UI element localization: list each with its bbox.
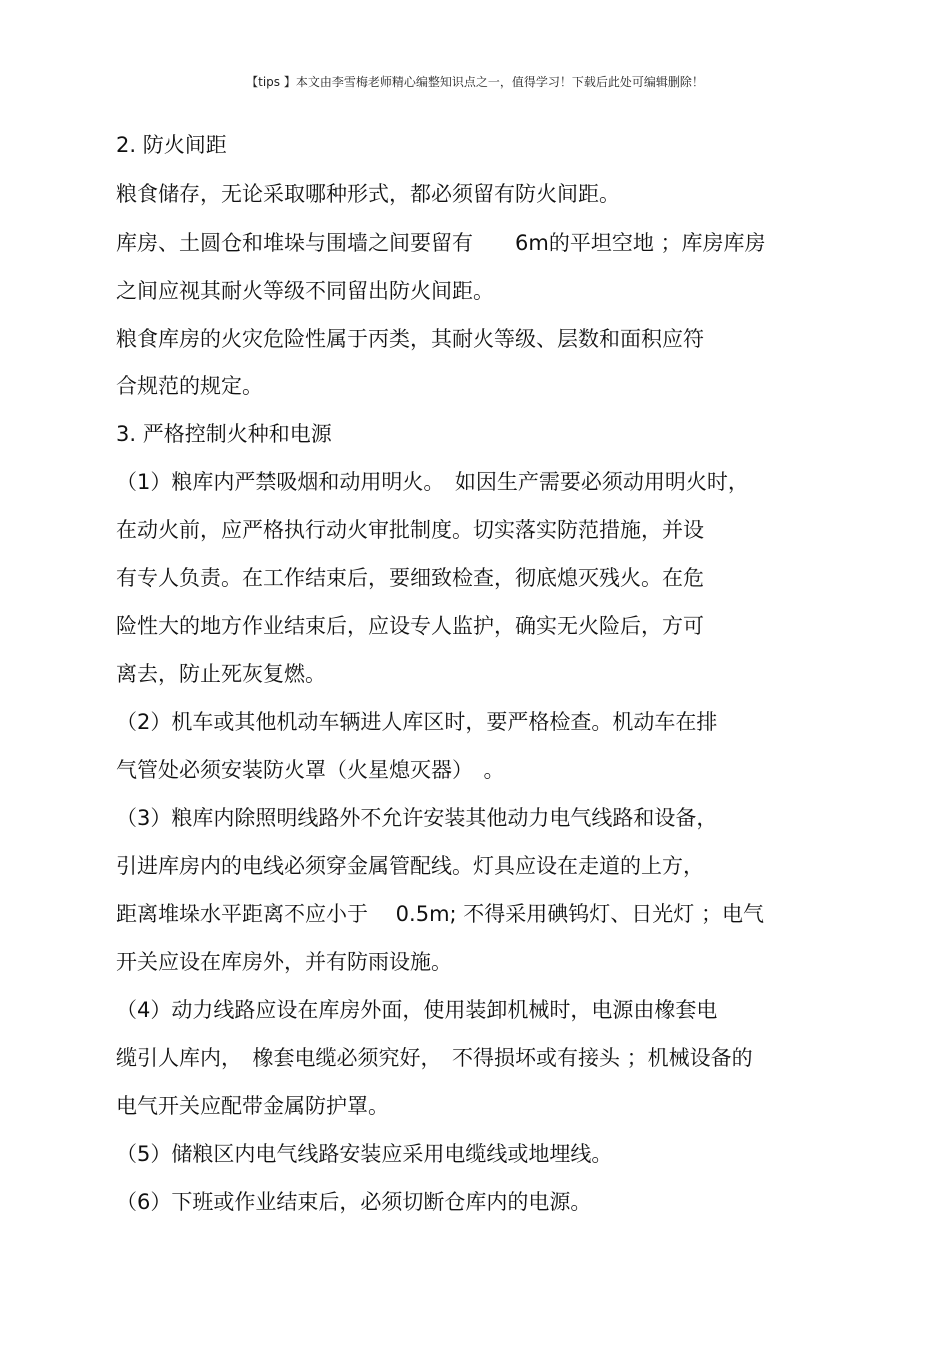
text-line: 库房、土圆仓和堆垛与围墙之间要留有 6m的平坦空地 ；库房库房 [116,231,766,255]
header-tip: 【tips 】本文由李雪梅老师精心编整知识点之一，值得学习！下载后此处可编辑删除！ [246,75,704,89]
text-line: 粮食库房的火灾危险性属于丙类，其耐火等级、层数和面积应符 [116,327,704,351]
text-line: （3）粮库内除照明线路外不允许安装其他动力电气线路和设备， [116,806,718,830]
text-line: 距离堆垛水平距离不应小于 0.5m; 不得采用碘钨灯、日光灯 ；电气 [116,902,764,926]
text-line: 离去，防止死灰复燃。 [116,662,326,686]
text-line: 气管处必须安装防火罩（火星熄灭器） 。 [116,758,505,782]
text-line: （5）储粮区内电气线路安装应采用电缆线或地埋线。 [116,1142,613,1166]
text-line: 开关应设在库房外，并有防雨设施。 [116,950,452,974]
text-line: 在动火前，应严格执行动火审批制度。切实落实防范措施，并设 [116,518,704,542]
text-line: 险性大的地方作业结束后，应设专人监护，确实无火险后，方可 [116,614,704,638]
text-line: 之间应视其耐火等级不同留出防火间距。 [116,279,494,303]
text-line: 引进库房内的电线必须穿金属管配线。灯具应设在走道的上方， [116,854,704,878]
text-line: （2）机车或其他机动车辆进人库区时，要严格检查。机动车在排 [116,710,718,734]
text-line: 粮食储存，无论采取哪种形式，都必须留有防火间距。 [116,182,620,206]
text-line: 缆引人库内， 橡套电缆必须究好， 不得损坏或有接头 ；机械设备的 [116,1046,753,1070]
text-line: （4）动力线路应设在库房外面，使用装卸机械时，电源由橡套电 [116,998,718,1022]
text-line: 2. 防火间距 [116,133,227,157]
text-line: 合规范的规定。 [116,374,263,398]
text-line: （6）下班或作业结束后，必须切断仓库内的电源。 [116,1190,592,1214]
text-line: 有专人负责。在工作结束后，要细致检查，彻底熄灭残火。在危 [116,566,704,590]
text-line: 3. 严格控制火种和电源 [116,422,332,446]
text-line: （1）粮库内严禁吸烟和动用明火。 如因生产需要必须动用明火时， [116,470,749,494]
text-line: 电气开关应配带金属防护罩。 [116,1094,389,1118]
